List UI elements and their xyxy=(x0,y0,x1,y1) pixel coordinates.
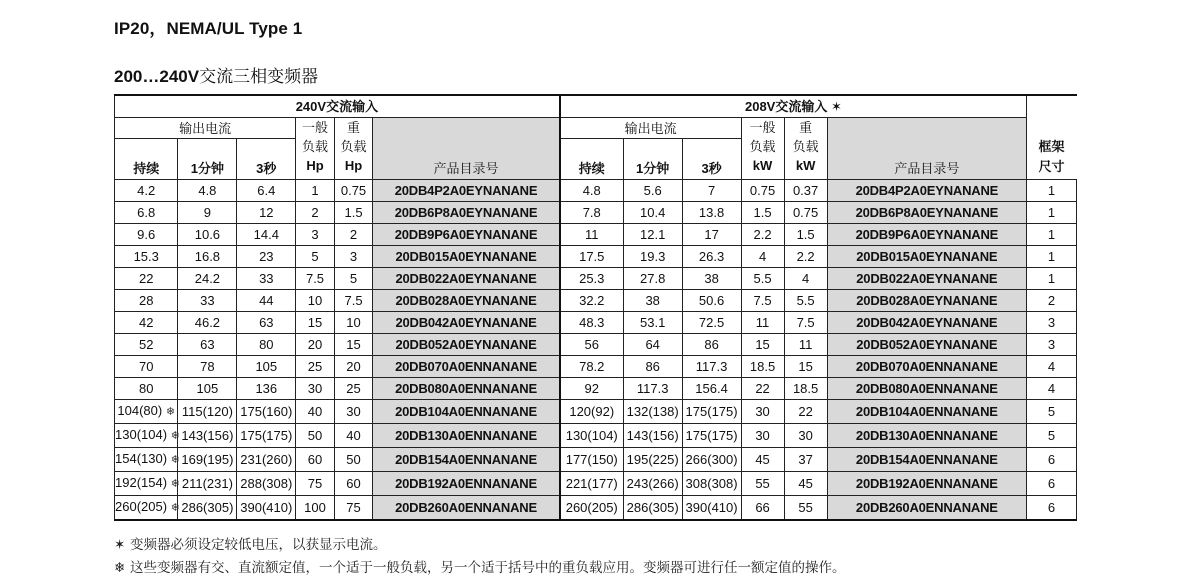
table-cell: 60 xyxy=(296,448,335,472)
table-row xyxy=(115,472,1077,496)
table-cell: 26.3 xyxy=(682,246,741,268)
table-cell: 30 xyxy=(784,424,827,448)
snowflake-icon: ❄ xyxy=(165,406,176,418)
snowflake-icon: ❄ xyxy=(170,502,180,514)
table-cell: 100 xyxy=(296,496,335,521)
table-cell: 20DB9P6A0EYNANANE xyxy=(827,224,1026,246)
table-row xyxy=(115,400,1077,424)
table-cell: 20DB022A0EYNANANE xyxy=(827,268,1026,290)
table-row xyxy=(115,180,1077,202)
table-cell: 120(92) xyxy=(560,400,623,424)
table-cell: 136 xyxy=(237,378,296,400)
table-cell: 22 xyxy=(741,378,784,400)
table-cell: 132(138) xyxy=(623,400,682,424)
table-cell: 7.5 xyxy=(784,312,827,334)
table-cell: 38 xyxy=(623,290,682,312)
table-cell: 20DB154A0ENNANANE xyxy=(373,448,560,472)
table-cell: 20DB4P2A0EYNANANE xyxy=(373,180,560,202)
table-cell: 3 xyxy=(334,246,373,268)
table-cell: 20DB015A0EYNANANE xyxy=(373,246,560,268)
table-cell: 5 xyxy=(334,268,373,290)
table-cell: 17.5 xyxy=(560,246,623,268)
table-cell: 130(104) xyxy=(560,424,623,448)
table-cell: 40 xyxy=(296,400,335,424)
table-cell: 390(410) xyxy=(682,496,741,521)
table-cell: 156.4 xyxy=(682,378,741,400)
table-cell: 20DB130A0ENNANANE xyxy=(827,424,1026,448)
table-cell: 18.5 xyxy=(784,378,827,400)
table-cell: 6 xyxy=(1027,448,1077,472)
table-cell: 53.1 xyxy=(623,312,682,334)
table-row xyxy=(115,496,1077,521)
table-cell: 2 xyxy=(296,202,335,224)
table-cell: 286(305) xyxy=(178,496,237,521)
table-cell: 20DB080A0ENNANANE xyxy=(373,378,560,400)
table-cell: 288(308) xyxy=(237,472,296,496)
table-cell: 40 xyxy=(334,424,373,448)
table-cell: 80 xyxy=(237,334,296,356)
frame-size-header: 框架 尺寸 xyxy=(1027,95,1077,180)
table-cell: 25 xyxy=(334,378,373,400)
table-cell: 20DB080A0ENNANANE xyxy=(827,378,1026,400)
table-cell: 6 xyxy=(1027,472,1077,496)
table-cell: 177(150) xyxy=(560,448,623,472)
table-cell: 52 xyxy=(115,334,178,356)
table-cell: 154(130) ❄ xyxy=(115,448,178,472)
table-cell: 66 xyxy=(741,496,784,521)
table-cell: 50 xyxy=(296,424,335,448)
one-minute-header-208v: 1分钟 xyxy=(623,139,682,180)
table-cell: 1 xyxy=(1027,224,1077,246)
table-cell: 7.5 xyxy=(741,290,784,312)
table-cell: 22 xyxy=(115,268,178,290)
table-row xyxy=(115,202,1077,224)
snowflake-icon: ❄ xyxy=(170,478,180,490)
table-cell: 2.2 xyxy=(784,246,827,268)
table-cell: 6.8 xyxy=(115,202,178,224)
table-cell: 1 xyxy=(1027,180,1077,202)
table-cell: 25 xyxy=(296,356,335,378)
table-cell: 45 xyxy=(741,448,784,472)
table-cell: 0.37 xyxy=(784,180,827,202)
table-cell: 55 xyxy=(784,496,827,521)
heavy-duty-kw-header: 重 负载 kW xyxy=(784,118,827,180)
table-cell: 0.75 xyxy=(334,180,373,202)
table-cell: 5 xyxy=(1027,400,1077,424)
table-cell: 1 xyxy=(1027,268,1077,290)
table-cell: 105 xyxy=(178,378,237,400)
table-cell: 48.3 xyxy=(560,312,623,334)
table-cell: 28 xyxy=(115,290,178,312)
table-cell: 105 xyxy=(237,356,296,378)
table-row xyxy=(115,246,1077,268)
table-cell: 9.6 xyxy=(115,224,178,246)
table-cell: 104(80) ❄ xyxy=(115,400,178,424)
table-cell: 70 xyxy=(115,356,178,378)
table-cell: 20DB154A0ENNANANE xyxy=(827,448,1026,472)
table-cell: 6.4 xyxy=(237,180,296,202)
three-second-header-240v: 3秒 xyxy=(237,139,296,180)
table-cell: 20DB022A0EYNANANE xyxy=(373,268,560,290)
catalog-header-208v: 产品目录号 xyxy=(827,118,1026,180)
catalog-header-240v: 产品目录号 xyxy=(373,118,560,180)
table-cell: 3 xyxy=(1027,334,1077,356)
table-row xyxy=(115,448,1077,472)
table-cell: 5.5 xyxy=(741,268,784,290)
table-cell: 11 xyxy=(741,312,784,334)
table-cell: 169(195) xyxy=(178,448,237,472)
table-cell: 4.2 xyxy=(115,180,178,202)
table-cell: 10.4 xyxy=(623,202,682,224)
table-cell: 20DB260A0ENNANANE xyxy=(373,496,560,521)
table-cell: 2 xyxy=(334,224,373,246)
table-cell: 86 xyxy=(623,356,682,378)
snowflake-icon: ❄ xyxy=(114,560,126,575)
table-cell: 286(305) xyxy=(623,496,682,521)
table-cell: 5.5 xyxy=(784,290,827,312)
one-minute-header-240v: 1分钟 xyxy=(178,139,237,180)
table-cell: 17 xyxy=(682,224,741,246)
table-cell: 175(175) xyxy=(682,400,741,424)
table-cell: 10 xyxy=(296,290,335,312)
table-cell: 20DB6P8A0EYNANANE xyxy=(373,202,560,224)
table-cell: 20DB052A0EYNANANE xyxy=(373,334,560,356)
table-cell: 4.8 xyxy=(178,180,237,202)
footnote-flake: ❄ 这些变频器有交、直流额定值，一个适于一般负载，另一个适于括号中的重负载应用。变频器可进行任一额定值的操作。 xyxy=(114,560,846,575)
section-title-rest: 交流三相变频器 xyxy=(199,67,319,86)
table-cell: 32.2 xyxy=(560,290,623,312)
table-cell: 9 xyxy=(178,202,237,224)
table-cell: 63 xyxy=(178,334,237,356)
table-cell: 4 xyxy=(1027,356,1077,378)
voltage-range: 200…240V xyxy=(114,67,200,86)
table-cell: 20DB042A0EYNANANE xyxy=(827,312,1026,334)
table-cell: 30 xyxy=(741,424,784,448)
table-cell: 63 xyxy=(237,312,296,334)
table-cell: 20 xyxy=(334,356,373,378)
table-cell: 117.3 xyxy=(682,356,741,378)
table-cell: 266(300) xyxy=(682,448,741,472)
snowflake-icon: ❄ xyxy=(170,430,180,442)
snowflake-icon: ❄ xyxy=(170,454,180,466)
table-cell: 4 xyxy=(784,268,827,290)
table-cell: 33 xyxy=(178,290,237,312)
table-cell: 50 xyxy=(334,448,373,472)
table-cell: 25.3 xyxy=(560,268,623,290)
star-icon: ✶ xyxy=(114,537,126,552)
table-cell: 5.6 xyxy=(623,180,682,202)
table-cell: 13.8 xyxy=(682,202,741,224)
footnote-star: ✶ 变频器必须设定较低电压，以获显示电流。 xyxy=(114,537,387,552)
table-cell: 260(205) xyxy=(560,496,623,521)
table-cell: 64 xyxy=(623,334,682,356)
table-cell: 42 xyxy=(115,312,178,334)
continuous-header-240v: 持续 xyxy=(115,139,178,180)
table-cell: 46.2 xyxy=(178,312,237,334)
table-cell: 15 xyxy=(296,312,335,334)
table-row xyxy=(115,356,1077,378)
table-cell: 20DB028A0EYNANANE xyxy=(827,290,1026,312)
table-cell: 0.75 xyxy=(784,202,827,224)
group-header-208v: 208V交流输入 ✶ xyxy=(560,95,1027,118)
table-cell: 38 xyxy=(682,268,741,290)
table-cell: 5 xyxy=(296,246,335,268)
table-cell: 20DB028A0EYNANANE xyxy=(373,290,560,312)
normal-duty-kw-header: 一般 负载 kW xyxy=(741,118,784,180)
table-cell: 15.3 xyxy=(115,246,178,268)
table-cell: 2 xyxy=(1027,290,1077,312)
table-body xyxy=(115,180,1077,521)
table-cell: 24.2 xyxy=(178,268,237,290)
table-cell: 60 xyxy=(334,472,373,496)
table-cell: 0.75 xyxy=(741,180,784,202)
group-header-240v: 240V交流输入 xyxy=(115,95,560,118)
table-cell: 20DB6P8A0EYNANANE xyxy=(827,202,1026,224)
table-cell: 11 xyxy=(560,224,623,246)
table-cell: 20DB015A0EYNANANE xyxy=(827,246,1026,268)
table-cell: 78 xyxy=(178,356,237,378)
table-row xyxy=(115,290,1077,312)
table-cell: 10.6 xyxy=(178,224,237,246)
table-cell: 20DB052A0EYNANANE xyxy=(827,334,1026,356)
table-cell: 16.8 xyxy=(178,246,237,268)
table-cell: 243(266) xyxy=(623,472,682,496)
table-cell: 15 xyxy=(741,334,784,356)
table-cell: 18.5 xyxy=(741,356,784,378)
table-cell: 45 xyxy=(784,472,827,496)
table-cell: 20DB104A0ENNANANE xyxy=(373,400,560,424)
table-cell: 175(175) xyxy=(237,424,296,448)
table-cell: 143(156) xyxy=(178,424,237,448)
table-cell: 2.2 xyxy=(741,224,784,246)
table-cell: 20 xyxy=(296,334,335,356)
table-cell: 23 xyxy=(237,246,296,268)
table-cell: 1.5 xyxy=(741,202,784,224)
section-title xyxy=(114,62,318,87)
table-cell: 3 xyxy=(1027,312,1077,334)
table-cell: 308(308) xyxy=(682,472,741,496)
table-cell: 260(205) ❄ xyxy=(115,496,178,521)
table-cell: 20DB9P6A0EYNANANE xyxy=(373,224,560,246)
table-cell: 195(225) xyxy=(623,448,682,472)
table-cell: 30 xyxy=(741,400,784,424)
table-cell: 1 xyxy=(296,180,335,202)
table-cell: 33 xyxy=(237,268,296,290)
table-cell: 115(120) xyxy=(178,400,237,424)
table-cell: 20DB192A0ENNANANE xyxy=(827,472,1026,496)
table-row xyxy=(115,378,1077,400)
table-row xyxy=(115,268,1077,290)
three-second-header-208v: 3秒 xyxy=(682,139,741,180)
table-cell: 3 xyxy=(296,224,335,246)
table-cell: 80 xyxy=(115,378,178,400)
table-cell: 117.3 xyxy=(623,378,682,400)
table-cell: 192(154) ❄ xyxy=(115,472,178,496)
table-cell: 12.1 xyxy=(623,224,682,246)
table-cell: 1.5 xyxy=(334,202,373,224)
table-cell: 7.5 xyxy=(334,290,373,312)
table-cell: 390(410) xyxy=(237,496,296,521)
table-cell: 7.5 xyxy=(296,268,335,290)
page-title: IP20，NEMA/UL Type 1 xyxy=(114,19,303,38)
table-cell: 20DB104A0ENNANANE xyxy=(827,400,1026,424)
table-cell: 15 xyxy=(334,334,373,356)
table-cell: 92 xyxy=(560,378,623,400)
table-cell: 86 xyxy=(682,334,741,356)
table-cell: 11 xyxy=(784,334,827,356)
table-cell: 221(177) xyxy=(560,472,623,496)
table-cell: 30 xyxy=(334,400,373,424)
table-cell: 55 xyxy=(741,472,784,496)
table-row xyxy=(115,312,1077,334)
output-current-header-208v: 输出电流 xyxy=(560,118,741,139)
table-cell: 20DB192A0ENNANANE xyxy=(373,472,560,496)
table-cell: 4 xyxy=(1027,378,1077,400)
table-cell: 211(231) xyxy=(178,472,237,496)
table-cell: 4.8 xyxy=(560,180,623,202)
table-cell: 50.6 xyxy=(682,290,741,312)
table-cell: 6 xyxy=(1027,496,1077,521)
table-cell: 14.4 xyxy=(237,224,296,246)
table-cell: 5 xyxy=(1027,424,1077,448)
table-cell: 20DB130A0ENNANANE xyxy=(373,424,560,448)
table-row xyxy=(115,424,1077,448)
table-cell: 130(104) ❄ xyxy=(115,424,178,448)
table-cell: 12 xyxy=(237,202,296,224)
table-cell: 19.3 xyxy=(623,246,682,268)
table-cell: 27.8 xyxy=(623,268,682,290)
table-cell: 7.8 xyxy=(560,202,623,224)
drive-rating-table xyxy=(114,94,1077,521)
table-cell: 22 xyxy=(784,400,827,424)
continuous-header-208v: 持续 xyxy=(560,139,623,180)
table-cell: 72.5 xyxy=(682,312,741,334)
table-cell: 175(175) xyxy=(682,424,741,448)
table-cell: 20DB070A0ENNANANE xyxy=(827,356,1026,378)
table-cell: 10 xyxy=(334,312,373,334)
table-cell: 20DB4P2A0EYNANANE xyxy=(827,180,1026,202)
table-cell: 1 xyxy=(1027,246,1077,268)
table-row xyxy=(115,334,1077,356)
table-cell: 20DB042A0EYNANANE xyxy=(373,312,560,334)
table-row xyxy=(115,224,1077,246)
table-cell: 44 xyxy=(237,290,296,312)
table-cell: 15 xyxy=(784,356,827,378)
table-cell: 175(160) xyxy=(237,400,296,424)
table-cell: 7 xyxy=(682,180,741,202)
table-cell: 20DB260A0ENNANANE xyxy=(827,496,1026,521)
table-cell: 1 xyxy=(1027,202,1077,224)
normal-duty-hp-header: 一般 负载 Hp xyxy=(296,118,335,180)
table-cell: 37 xyxy=(784,448,827,472)
heavy-duty-hp-header: 重 负载 Hp xyxy=(334,118,373,180)
table-cell: 75 xyxy=(296,472,335,496)
table-cell: 143(156) xyxy=(623,424,682,448)
table-cell: 20DB070A0ENNANANE xyxy=(373,356,560,378)
table-cell: 78.2 xyxy=(560,356,623,378)
table-cell: 4 xyxy=(741,246,784,268)
table-cell: 30 xyxy=(296,378,335,400)
table-cell: 56 xyxy=(560,334,623,356)
table-cell: 1.5 xyxy=(784,224,827,246)
table-cell: 231(260) xyxy=(237,448,296,472)
output-current-header-240v: 输出电流 xyxy=(115,118,296,139)
table-cell: 75 xyxy=(334,496,373,521)
